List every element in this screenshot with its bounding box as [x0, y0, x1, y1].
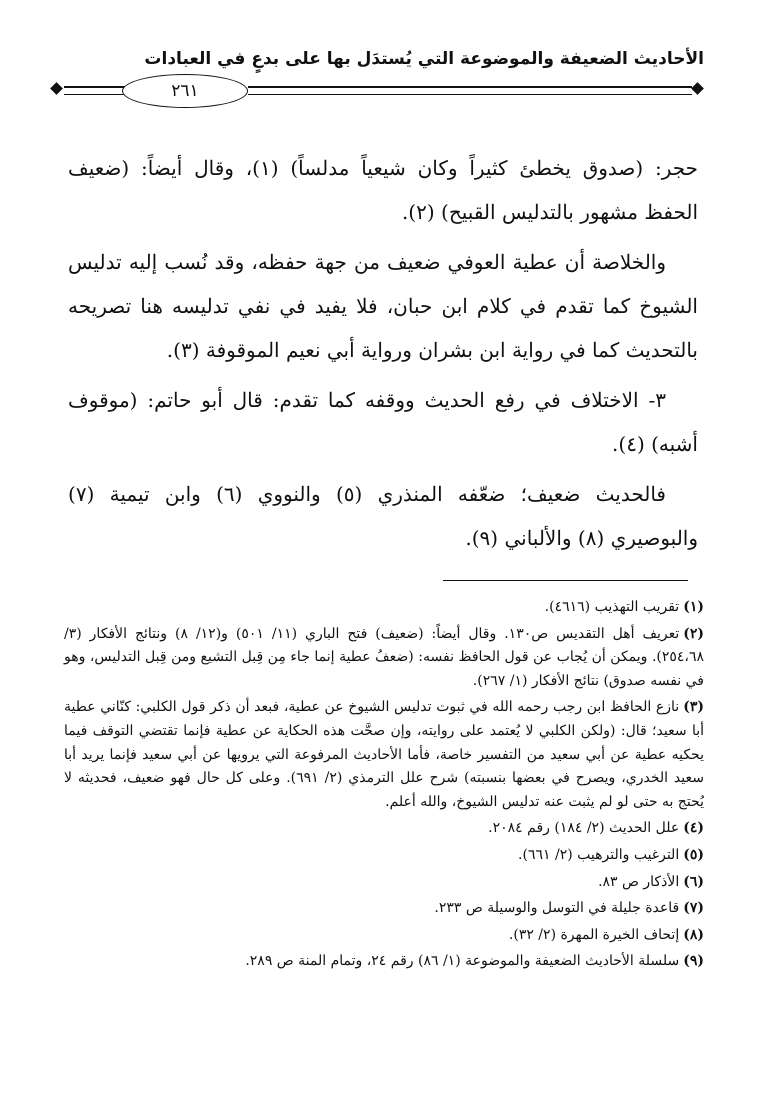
paragraph-1: حجر: (صدوق يخطئ كثيراً وكان شيعياً مدلساً) (١)، وقال أيضاً: (ضعيف الحفظ مشهور بالتدليس القبيح) (٢). [68, 156, 698, 224]
footnote-number: (٧) [683, 900, 704, 917]
right-diamond-ornament [691, 82, 704, 95]
footnote-4 [64, 817, 704, 841]
footnote-number: (٤) [683, 820, 704, 837]
footnote-2 [64, 623, 704, 694]
footnote-number: (٣) [683, 699, 704, 716]
footnote-text: إتحاف الخيرة المهرة (٢/ ٣٢). [508, 926, 680, 943]
paragraph-4: فالحديث ضعيف؛ ضعّفه المنذري (٥) والنووي (٦) وابن تيمية (٧) والبوصيري (٨) والألباني (٩). [68, 482, 698, 550]
running-title: الأحاديث الضعيفة والموضوعة التي يُستدَل بها على بدعٍ في العبادات [144, 49, 704, 69]
footnote-7 [64, 897, 704, 921]
footnote-text: سلسلة الأحاديث الضعيفة والموضوعة (١/ ٨٦) رقم ٢٤، وتمام المنة ص ٢٨٩. [245, 953, 680, 970]
footnote-8 [64, 924, 704, 948]
footnote-separator [443, 580, 688, 581]
footnote-text: الترغيب والترهيب (٢/ ٦٦١). [518, 846, 680, 863]
footnote-3 [64, 696, 704, 814]
page-number: ٢٦١ [122, 74, 248, 108]
footnote-number: (٢) [683, 625, 704, 642]
footnote-9 [64, 950, 704, 974]
left-diamond-ornament [50, 82, 63, 95]
footnote-number: (٨) [683, 926, 704, 943]
footnote-5 [64, 844, 704, 868]
right-header-rule [248, 86, 692, 95]
left-header-rule [64, 86, 126, 95]
footnote-number: (٩) [683, 953, 704, 970]
page-header [52, 46, 704, 136]
footnote-text: تعريف أهل التقديس ص١٣٠. وقال أيضاً: (ضعيف) فتح الباري (١١/ ٥٠١) و(١٢/ ٨) ونتائج الأفكار (٣/ ٢٥٤،٦٨). ويمكن أن يُجاب عن قول الحافظ نفسه: (ضعفُ عطية إنما جاء مِن قِبل التشيع ومن قِبل التدليس، وهو في نفسه صدوق) نتائج الأفكار (١/ ٢٦٧). [64, 625, 704, 689]
footnote-number: (٥) [683, 846, 704, 863]
footnote-number: (٦) [683, 873, 704, 890]
footnote-text: قاعدة جليلة في التوسل والوسيلة ص ٢٣٣. [434, 900, 680, 917]
footnote-text: الأذكار ص ٨٣. [598, 873, 680, 890]
footnote-1 [64, 596, 704, 620]
main-text [68, 146, 698, 566]
footnote-text: تقريب التهذيب (٤٦١٦). [544, 599, 680, 615]
paragraph-2: والخلاصة أن عطية العوفي ضعيف من جهة حفظه، وقد نُسب إليه تدليس الشيوخ كما تقدم في كلام ابن حبان، فلا يفيد في نفي تدليسه هنا تصريحه بالتحديث كما في رواية ابن بشران ورواية أبي نعيم الموقوفة (٣). [68, 250, 698, 362]
footnotes [64, 596, 704, 977]
footnote-text: علل الحديث (٢/ ١٨٤) رقم ٢٠٨٤. [488, 820, 680, 837]
footnote-6 [64, 871, 704, 895]
paragraph-3: ٣- الاختلاف في رفع الحديث ووقفه كما تقدم: قال أبو حاتم: (موقوف أشبه) (٤). [68, 388, 698, 456]
footnote-text: نازع الحافظ ابن رجب رحمه الله في ثبوت تدليس الشيوخ عن عطية، فبعد أن ذكر قول الكلبي: كنّاني عطية أبا سعيد؛ قال: (ولكن الكلبي لا يُعتمد على روايته، وإن صحَّت هذه الحكاية عن عطية فإنما تقتضي التوقف فيما يحكيه عطية عن أبي سعيد من التفسير خاصة، فأما الأحاديث المرفوعة التي يرويها عن أبي سعيد فإنما يريد أبا سعيد الخدري، ويصرح في بعضها بنسبته) شرح علل الترمذي (٢/ ٦٩١). وعلى كل حال فهو ضعيف، فحديثه لا يُحتج به حتى لو لم يثبت عنه تدليس الشيوخ، والله أعلم. [64, 699, 704, 810]
footnote-number: (١) [683, 599, 704, 615]
